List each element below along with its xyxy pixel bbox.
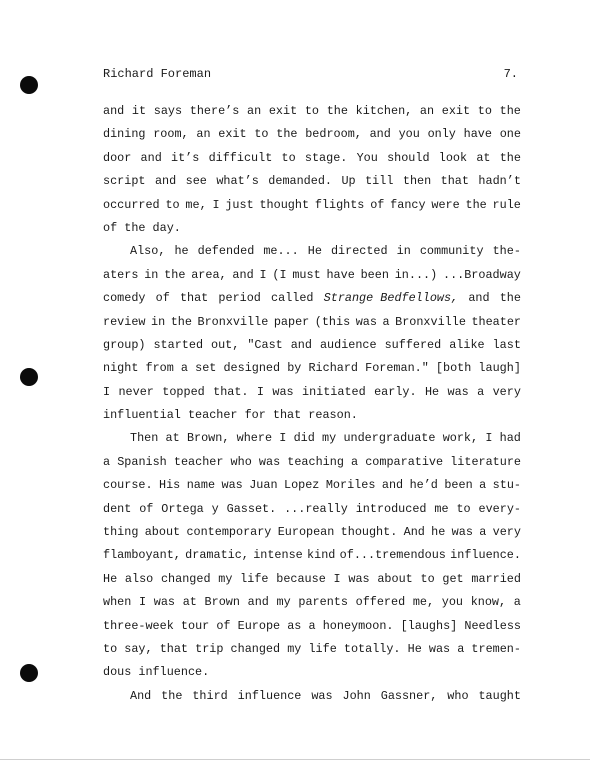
word: and bbox=[381, 478, 404, 493]
word: intense bbox=[253, 548, 303, 563]
word: teacher bbox=[173, 454, 224, 469]
word: a bbox=[513, 595, 521, 610]
word: trip bbox=[195, 641, 224, 656]
word: changed bbox=[160, 571, 211, 586]
word: the bbox=[164, 267, 186, 282]
text-line bbox=[103, 521, 521, 544]
text-line: of the day. bbox=[103, 220, 181, 235]
word: my bbox=[276, 595, 291, 610]
word: of...tremendous bbox=[339, 548, 446, 563]
text-line bbox=[103, 147, 521, 170]
word: when bbox=[103, 595, 132, 610]
word: you bbox=[398, 127, 420, 142]
word: was bbox=[428, 641, 451, 656]
text-line: dous influence. bbox=[103, 665, 210, 680]
word: difficult bbox=[208, 150, 273, 165]
word: the bbox=[326, 104, 348, 118]
word: married bbox=[471, 571, 521, 586]
word: He bbox=[307, 244, 322, 259]
word: an bbox=[196, 127, 211, 142]
word: thing bbox=[103, 525, 139, 540]
text-line bbox=[103, 498, 521, 521]
word: was bbox=[258, 454, 281, 469]
word: the bbox=[499, 150, 521, 165]
word: suffered bbox=[384, 337, 442, 352]
word: [laughs] bbox=[400, 618, 458, 633]
word: stage. bbox=[304, 150, 348, 165]
word: rule bbox=[492, 197, 521, 212]
word: stu- bbox=[492, 478, 521, 493]
word: that bbox=[440, 174, 469, 189]
word: to bbox=[165, 197, 180, 212]
text-line bbox=[103, 381, 521, 404]
word: my bbox=[322, 431, 337, 446]
word: should bbox=[387, 150, 430, 165]
word: undergraduate bbox=[343, 431, 436, 446]
word: I bbox=[139, 595, 147, 610]
word: teaching bbox=[287, 454, 344, 469]
word: was bbox=[348, 571, 370, 586]
word: community bbox=[419, 244, 484, 259]
word: it’s bbox=[171, 150, 200, 165]
word: where bbox=[236, 431, 273, 446]
word: tremen- bbox=[471, 641, 521, 656]
word: changed bbox=[230, 641, 281, 656]
word: only bbox=[427, 127, 456, 142]
word: have bbox=[463, 127, 492, 142]
text-line bbox=[103, 615, 521, 638]
word: I bbox=[259, 267, 267, 282]
word: of bbox=[370, 197, 385, 212]
word: out, bbox=[211, 337, 240, 352]
text-line bbox=[103, 427, 521, 450]
punch-hole-icon bbox=[20, 664, 38, 682]
word: Bronxville bbox=[197, 314, 269, 329]
word: as bbox=[287, 618, 302, 633]
word: night bbox=[103, 361, 139, 376]
word: Brown bbox=[204, 595, 240, 610]
word: about bbox=[144, 525, 181, 540]
word: last bbox=[492, 337, 521, 352]
word: had bbox=[499, 431, 521, 446]
word: room, bbox=[153, 127, 189, 142]
word: dramatic, bbox=[185, 548, 249, 563]
word: He bbox=[407, 641, 422, 656]
word: and bbox=[369, 127, 391, 142]
word: And bbox=[403, 525, 425, 540]
word: dent bbox=[103, 501, 132, 516]
word: then bbox=[402, 174, 432, 189]
word: to bbox=[281, 150, 296, 165]
word: of bbox=[139, 501, 154, 516]
word: he’d bbox=[409, 478, 438, 493]
word: Gassner, bbox=[380, 688, 438, 703]
word: to bbox=[420, 571, 435, 586]
word: work, bbox=[442, 431, 479, 446]
word: He bbox=[424, 384, 440, 399]
text-line bbox=[103, 474, 521, 497]
word: aters bbox=[103, 267, 139, 282]
word: tour bbox=[180, 618, 210, 633]
word: say, bbox=[124, 641, 153, 656]
word: taught bbox=[478, 688, 521, 703]
text-line bbox=[103, 194, 521, 217]
page-header bbox=[103, 67, 518, 81]
word: that bbox=[179, 291, 209, 306]
text-line bbox=[103, 568, 521, 591]
transcript-body bbox=[103, 100, 521, 708]
italic-title: Strange Bedfellows, bbox=[323, 291, 459, 306]
word: at bbox=[182, 595, 197, 610]
word: the bbox=[499, 104, 521, 118]
word: my bbox=[287, 641, 302, 656]
word: Lopez bbox=[283, 478, 320, 493]
word: called bbox=[271, 291, 314, 306]
word: never bbox=[118, 384, 154, 399]
word: Also, bbox=[130, 244, 166, 259]
word: alike bbox=[449, 337, 485, 352]
word: to bbox=[477, 104, 492, 118]
text-line: influential teacher for that reason. bbox=[103, 408, 358, 423]
word: initiated bbox=[301, 384, 366, 399]
word: me... bbox=[263, 244, 299, 259]
word: in...) bbox=[394, 267, 438, 282]
word: kitchen, bbox=[355, 104, 413, 118]
word: me bbox=[434, 501, 449, 516]
word: very bbox=[492, 525, 521, 540]
word: he bbox=[431, 525, 446, 540]
word: area, bbox=[191, 267, 227, 282]
text-line bbox=[103, 287, 521, 310]
word: by bbox=[287, 361, 302, 376]
word: Gasset. bbox=[226, 501, 277, 516]
text-line bbox=[103, 685, 521, 708]
word: Juan bbox=[249, 478, 278, 493]
word: Spanish bbox=[117, 454, 167, 469]
word: ...really bbox=[284, 501, 348, 516]
text-line bbox=[103, 334, 521, 357]
word: audience bbox=[319, 337, 377, 352]
word: and bbox=[154, 174, 177, 189]
word: designed bbox=[223, 361, 281, 376]
word: from bbox=[145, 361, 174, 376]
word: to bbox=[254, 127, 269, 142]
word: and bbox=[247, 595, 269, 610]
word: to bbox=[304, 104, 320, 118]
word: of bbox=[155, 291, 170, 306]
word: a bbox=[457, 641, 465, 656]
word: there’s bbox=[189, 104, 240, 118]
word: door bbox=[103, 150, 132, 165]
word: a bbox=[180, 361, 189, 376]
word: a bbox=[351, 454, 359, 469]
word: my bbox=[218, 571, 233, 586]
word: y bbox=[211, 501, 219, 516]
text-line bbox=[103, 311, 521, 334]
word: You bbox=[356, 150, 378, 165]
word: that bbox=[159, 641, 189, 656]
word: bedroom, bbox=[305, 127, 362, 142]
word: in bbox=[151, 314, 166, 329]
word: comparative bbox=[365, 454, 444, 469]
word: I bbox=[279, 431, 287, 446]
word: been bbox=[444, 478, 473, 493]
word: set bbox=[195, 361, 217, 376]
word: period bbox=[218, 291, 261, 306]
word: laugh] bbox=[478, 361, 521, 376]
word: Foreman." bbox=[365, 361, 429, 376]
word: offered bbox=[355, 595, 406, 610]
word: was bbox=[447, 384, 469, 399]
word: flights bbox=[314, 197, 365, 212]
word: exit bbox=[218, 127, 247, 142]
word: literature bbox=[450, 454, 521, 469]
word: was bbox=[451, 525, 473, 540]
word: and bbox=[290, 337, 312, 352]
word: in bbox=[144, 267, 159, 282]
word: a bbox=[479, 478, 487, 493]
word: to bbox=[456, 501, 471, 516]
word: who bbox=[230, 454, 252, 469]
word: the- bbox=[492, 244, 521, 259]
text-line bbox=[103, 638, 521, 661]
word: "Cast bbox=[247, 337, 283, 352]
word: he bbox=[174, 244, 189, 259]
text-line bbox=[103, 100, 521, 123]
word: the bbox=[161, 688, 183, 703]
word: Then bbox=[130, 431, 159, 446]
word: occurred bbox=[103, 197, 160, 212]
word: to bbox=[103, 641, 118, 656]
word: life bbox=[240, 571, 269, 586]
word: Bronxville bbox=[395, 314, 466, 329]
word: life bbox=[308, 641, 337, 656]
word: exit bbox=[268, 104, 298, 118]
word: was bbox=[272, 384, 294, 399]
word: influence bbox=[237, 688, 302, 703]
word: me, bbox=[412, 595, 435, 610]
word: at bbox=[165, 431, 180, 446]
word: And bbox=[130, 688, 152, 703]
text-line bbox=[103, 357, 521, 380]
word: and bbox=[103, 104, 125, 118]
word: what’s bbox=[216, 174, 259, 189]
punch-hole-icon bbox=[20, 76, 38, 94]
word: parents bbox=[298, 595, 348, 610]
word: a bbox=[308, 618, 316, 633]
word: started bbox=[153, 337, 204, 352]
word: Richard bbox=[308, 361, 359, 376]
word: know, bbox=[470, 595, 507, 610]
word: comedy bbox=[103, 291, 146, 306]
word: topped bbox=[162, 384, 205, 399]
word: Up bbox=[341, 174, 356, 189]
header-author-name: Richard Foreman bbox=[103, 67, 212, 81]
text-line bbox=[103, 123, 521, 146]
word: influence. bbox=[450, 548, 521, 563]
text-line bbox=[103, 240, 521, 263]
word: because bbox=[276, 571, 326, 586]
word: and bbox=[232, 267, 254, 282]
word: Europe bbox=[237, 618, 281, 633]
word: till bbox=[365, 174, 394, 189]
word: about bbox=[377, 571, 413, 586]
word: kind bbox=[307, 548, 336, 563]
word: directed bbox=[330, 244, 388, 259]
text-line bbox=[103, 451, 521, 474]
word: [both bbox=[435, 361, 472, 376]
word: paper bbox=[273, 314, 310, 329]
word: been bbox=[360, 267, 389, 282]
word: course. bbox=[103, 478, 153, 493]
word: (this bbox=[314, 314, 351, 329]
word: script bbox=[103, 174, 146, 189]
word: a bbox=[103, 454, 111, 469]
word: review bbox=[103, 314, 146, 329]
word: and bbox=[468, 291, 490, 306]
word: He bbox=[103, 571, 118, 586]
word: get bbox=[442, 571, 464, 586]
word: totally. bbox=[343, 641, 401, 656]
word: thought bbox=[259, 197, 310, 212]
word: the bbox=[465, 197, 487, 212]
word: I bbox=[333, 571, 341, 586]
word: at bbox=[476, 150, 491, 165]
word: exit bbox=[441, 104, 471, 118]
word: that. bbox=[213, 384, 249, 399]
word: the bbox=[499, 291, 521, 306]
text-line bbox=[103, 591, 521, 614]
word: one bbox=[499, 127, 521, 142]
word: I bbox=[485, 431, 493, 446]
word: ...Broadway bbox=[442, 267, 521, 282]
word: I bbox=[212, 197, 220, 212]
word: Needless bbox=[464, 618, 521, 633]
word: the bbox=[276, 127, 298, 142]
word: was bbox=[153, 595, 176, 610]
text-line bbox=[103, 544, 521, 567]
word: introduced bbox=[355, 501, 427, 516]
word: was bbox=[355, 314, 377, 329]
word: in bbox=[396, 244, 411, 259]
word: have bbox=[326, 267, 355, 282]
word: honeymoon. bbox=[322, 618, 394, 633]
word: flamboyant, bbox=[103, 548, 181, 563]
word: you bbox=[441, 595, 464, 610]
word: says bbox=[153, 104, 183, 118]
word: group) bbox=[103, 337, 146, 352]
word: were bbox=[431, 197, 460, 212]
word: (I bbox=[272, 267, 287, 282]
word: was bbox=[221, 478, 243, 493]
word: third bbox=[192, 688, 228, 703]
word: contemporary bbox=[186, 525, 272, 540]
word: Ortega bbox=[161, 501, 204, 516]
word: also bbox=[124, 571, 154, 586]
word: fancy bbox=[390, 197, 426, 212]
word: I bbox=[256, 384, 264, 399]
word: very bbox=[492, 384, 521, 399]
word: the bbox=[170, 314, 192, 329]
word: John bbox=[342, 688, 371, 703]
punch-hole-icon bbox=[20, 368, 38, 386]
word: every- bbox=[478, 501, 521, 516]
word: theater bbox=[471, 314, 521, 329]
word: of bbox=[216, 618, 231, 633]
word: Brown, bbox=[186, 431, 230, 446]
word: I bbox=[103, 384, 111, 399]
word: see bbox=[185, 174, 207, 189]
word: demanded. bbox=[268, 174, 332, 189]
word: me, bbox=[185, 197, 207, 212]
word: European bbox=[277, 525, 335, 540]
word: dining bbox=[103, 127, 146, 142]
word: it bbox=[131, 104, 147, 118]
word: an bbox=[419, 104, 435, 118]
word: and bbox=[140, 150, 162, 165]
text-line bbox=[103, 170, 521, 193]
word: look bbox=[438, 150, 468, 165]
word: early. bbox=[374, 384, 417, 399]
page-number: 7. bbox=[503, 67, 518, 81]
word: who bbox=[447, 688, 469, 703]
word: was bbox=[311, 688, 333, 703]
word: a bbox=[477, 384, 485, 399]
word: name bbox=[186, 478, 216, 493]
word: an bbox=[247, 104, 262, 118]
word: His bbox=[159, 478, 181, 493]
word: did bbox=[293, 431, 315, 446]
word: thought. bbox=[340, 525, 398, 540]
text-line bbox=[103, 264, 521, 287]
word: a bbox=[382, 314, 390, 329]
word: three-week bbox=[103, 618, 174, 633]
word: hadn’t bbox=[478, 174, 521, 189]
word: must bbox=[292, 267, 321, 282]
word: defended bbox=[197, 244, 255, 259]
word: a bbox=[479, 525, 487, 540]
word: just bbox=[225, 197, 254, 212]
word: Moriles bbox=[325, 478, 376, 493]
